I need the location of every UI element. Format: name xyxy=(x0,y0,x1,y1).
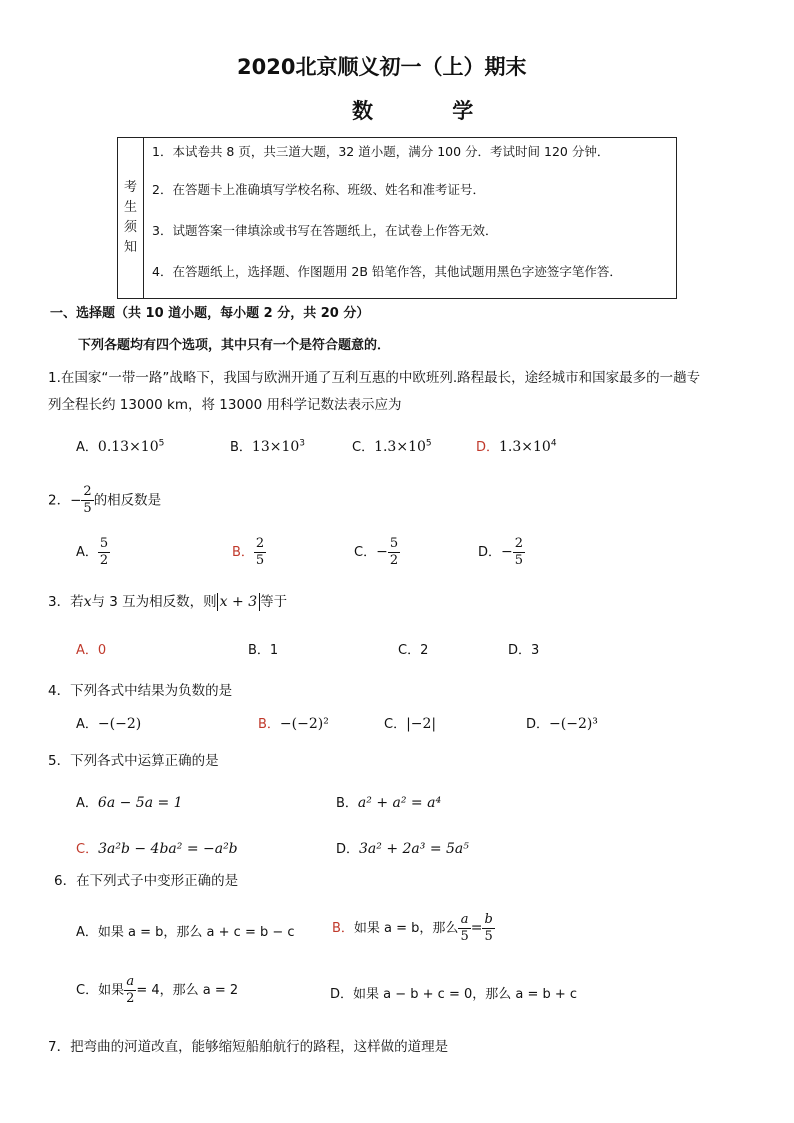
q4-option-b xyxy=(258,713,329,732)
q6-stem: 6．在下列式子中变形正确的是 xyxy=(54,873,239,889)
q6-option-d xyxy=(330,983,577,1002)
q3-stem-a: 3．若 xyxy=(48,594,84,610)
q3-option-b xyxy=(248,639,278,658)
q2-prefix: 2．− xyxy=(48,492,82,509)
option-exponent: 5 xyxy=(158,438,165,449)
option-letter: B． xyxy=(230,440,252,455)
denominator: 5 xyxy=(83,501,92,516)
denominator: 5 xyxy=(460,929,469,944)
option-text: B．1 xyxy=(248,643,279,658)
subject-title: 数 学 xyxy=(352,99,510,123)
q4-stem: 4．下列各式中结果为负数的是 xyxy=(48,683,233,699)
q3-option-d xyxy=(508,639,539,658)
option-letter: C． xyxy=(76,983,99,998)
denominator: 2 xyxy=(389,553,399,568)
q1-option-d xyxy=(476,436,557,455)
q5-option-c xyxy=(76,838,238,857)
option-text: 如果 a = b，那么 a + c = b − c xyxy=(97,925,295,940)
option-text: 如果 a − b + c = 0，那么 a = b + c xyxy=(353,987,578,1002)
notice-body xyxy=(148,138,672,298)
option-exponent: 4 xyxy=(550,438,557,449)
notice-side-label: 考生须知 xyxy=(124,180,138,255)
q4-option-d xyxy=(526,713,598,732)
numerator: 2 xyxy=(255,536,265,551)
q6-option-a xyxy=(76,921,295,940)
option-letter: B． xyxy=(336,796,358,811)
option-letter-correct: D． xyxy=(476,440,500,455)
numerator: b xyxy=(484,912,493,927)
section-heading: 一、选择题（共 10 道小题，每小题 2 分，共 20 分） xyxy=(50,306,370,321)
q2-option-a xyxy=(76,536,110,569)
option-text: 如果 xyxy=(98,983,125,998)
option-fraction xyxy=(98,536,110,569)
option-fraction xyxy=(458,912,470,945)
q3-stem-b: 与 3 互为相反数，则 xyxy=(91,594,217,610)
notice-item: 3．试题答案一律填涂或书写在答题纸上，在试卷上作答无效． xyxy=(152,223,498,238)
option-expr: 6a − 5a = 1 xyxy=(97,795,183,811)
numerator: 2 xyxy=(83,484,92,499)
option-fraction xyxy=(254,536,266,569)
q3-option-c xyxy=(398,639,428,658)
option-letter: D． xyxy=(526,717,550,732)
q1-option-b xyxy=(230,436,305,455)
option-fraction xyxy=(513,536,525,569)
option-letter: C． xyxy=(354,545,377,560)
option-letter-correct: B． xyxy=(258,717,280,732)
option-letter: A． xyxy=(76,545,98,560)
numerator: 5 xyxy=(99,536,109,551)
option-letter: A． xyxy=(76,796,98,811)
option-letter-correct: B． xyxy=(332,921,354,936)
q1-stem-line1: 1.在国家“一带一路”战略下，我国与欧洲开通了互利互惠的中欧班列.路程最长，途经城市和国家最多的一趟专 xyxy=(48,370,701,386)
q2-option-d xyxy=(478,536,525,569)
option-expr: 1.3×10 xyxy=(374,439,426,455)
option-expr: 3a²b − 4ba² = −a²b xyxy=(98,841,238,857)
option-text: 如果 a = b，那么 xyxy=(353,921,459,936)
numerator: 5 xyxy=(389,536,399,551)
option-letter-correct: C． xyxy=(76,842,99,857)
option-expr: 3a² + 2a³ = 5a⁵ xyxy=(359,841,469,857)
page-title: 2020北京顺义初一（上）期末 xyxy=(237,55,527,79)
option-letter: D． xyxy=(330,987,354,1002)
option-expr: |−2| xyxy=(406,716,437,732)
q5-option-a xyxy=(76,792,183,811)
q3-stem xyxy=(48,590,287,611)
option-letter-correct: B． xyxy=(232,545,254,560)
denominator: 5 xyxy=(514,553,524,568)
notice-item: 2．在答题卡上准确填写学校名称、班级、姓名和准考证号． xyxy=(152,182,485,197)
option-expr: −(−2) xyxy=(97,716,142,732)
q2-fraction xyxy=(81,484,93,517)
option-expr: −(−2)³ xyxy=(549,716,598,732)
option-text: A．0 xyxy=(76,643,107,658)
q5-stem: 5．下列各式中运算正确的是 xyxy=(48,753,219,769)
option-text: D．3 xyxy=(508,643,540,658)
notice-item: 1．本试卷共 8 页，共三道大题，32 道小题，满分 100 分．考试时间 120 分钟． xyxy=(152,144,610,159)
option-exponent: 3 xyxy=(299,438,306,449)
option-sign: − xyxy=(501,544,513,560)
q2-stem xyxy=(48,484,161,517)
notice-side-column xyxy=(118,138,144,298)
option-expr: 13×10 xyxy=(251,439,300,455)
option-letter: D． xyxy=(336,842,360,857)
q4-option-c xyxy=(384,713,436,732)
numerator: a xyxy=(124,974,136,991)
option-expr: 0.13×10 xyxy=(97,439,159,455)
q6-option-c xyxy=(76,974,238,1007)
option-fraction xyxy=(124,974,136,1007)
option-letter: C． xyxy=(384,717,407,732)
notice-item: 4．在答题纸上，选择题、作图题用 2B 铅笔作答，其他试题用黑色字迹签字笔作答． xyxy=(152,264,622,279)
q7-stem: 7．把弯曲的河道改直，能够缩短船舶航行的路程，这样做的道理是 xyxy=(48,1039,449,1055)
q1-option-a xyxy=(76,436,164,455)
q4-option-a xyxy=(76,713,141,732)
numerator: 2 xyxy=(514,536,524,551)
option-sign: − xyxy=(376,544,388,560)
denominator: 5 xyxy=(484,929,493,944)
q2-suffix: 的相反数是 xyxy=(93,492,162,509)
option-letter: C． xyxy=(352,440,375,455)
option-text: C．2 xyxy=(398,643,429,658)
option-expr: a² + a² = a⁴ xyxy=(357,795,442,811)
option-letter: A． xyxy=(76,925,98,940)
q1-option-c xyxy=(352,436,432,455)
option-exponent: 5 xyxy=(425,438,432,449)
numerator: a xyxy=(458,912,470,929)
q5-option-b xyxy=(336,792,441,811)
denominator: 2 xyxy=(126,991,135,1006)
option-fraction xyxy=(482,912,494,945)
q3-option-a xyxy=(76,639,106,658)
option-fraction xyxy=(388,536,400,569)
q2-option-c xyxy=(354,536,400,569)
denominator: 5 xyxy=(255,553,265,568)
q3-var: x xyxy=(83,594,92,610)
option-expr: 1.3×10 xyxy=(499,439,551,455)
exam-notice-box xyxy=(117,137,677,299)
q3-abs-expr: x + 3 xyxy=(217,593,260,611)
option-text: = 4，那么 a = 2 xyxy=(136,983,239,998)
q5-option-d xyxy=(336,838,469,857)
q2-option-b xyxy=(232,536,266,569)
q3-stem-c: 等于 xyxy=(260,594,288,610)
denominator: 2 xyxy=(99,553,109,568)
q1-stem-line2: 列全程长约 13000 km，将 13000 用科学记数法表示应为 xyxy=(48,397,402,413)
equals-sign: = xyxy=(470,920,483,936)
option-letter: A． xyxy=(76,717,98,732)
option-letter: D． xyxy=(478,545,502,560)
section-instruction: 下列各题均有四个选项，其中只有一个是符合题意的． xyxy=(78,338,391,353)
option-letter: A． xyxy=(76,440,98,455)
option-expr: −(−2)² xyxy=(279,716,329,732)
q6-option-b xyxy=(332,912,495,945)
